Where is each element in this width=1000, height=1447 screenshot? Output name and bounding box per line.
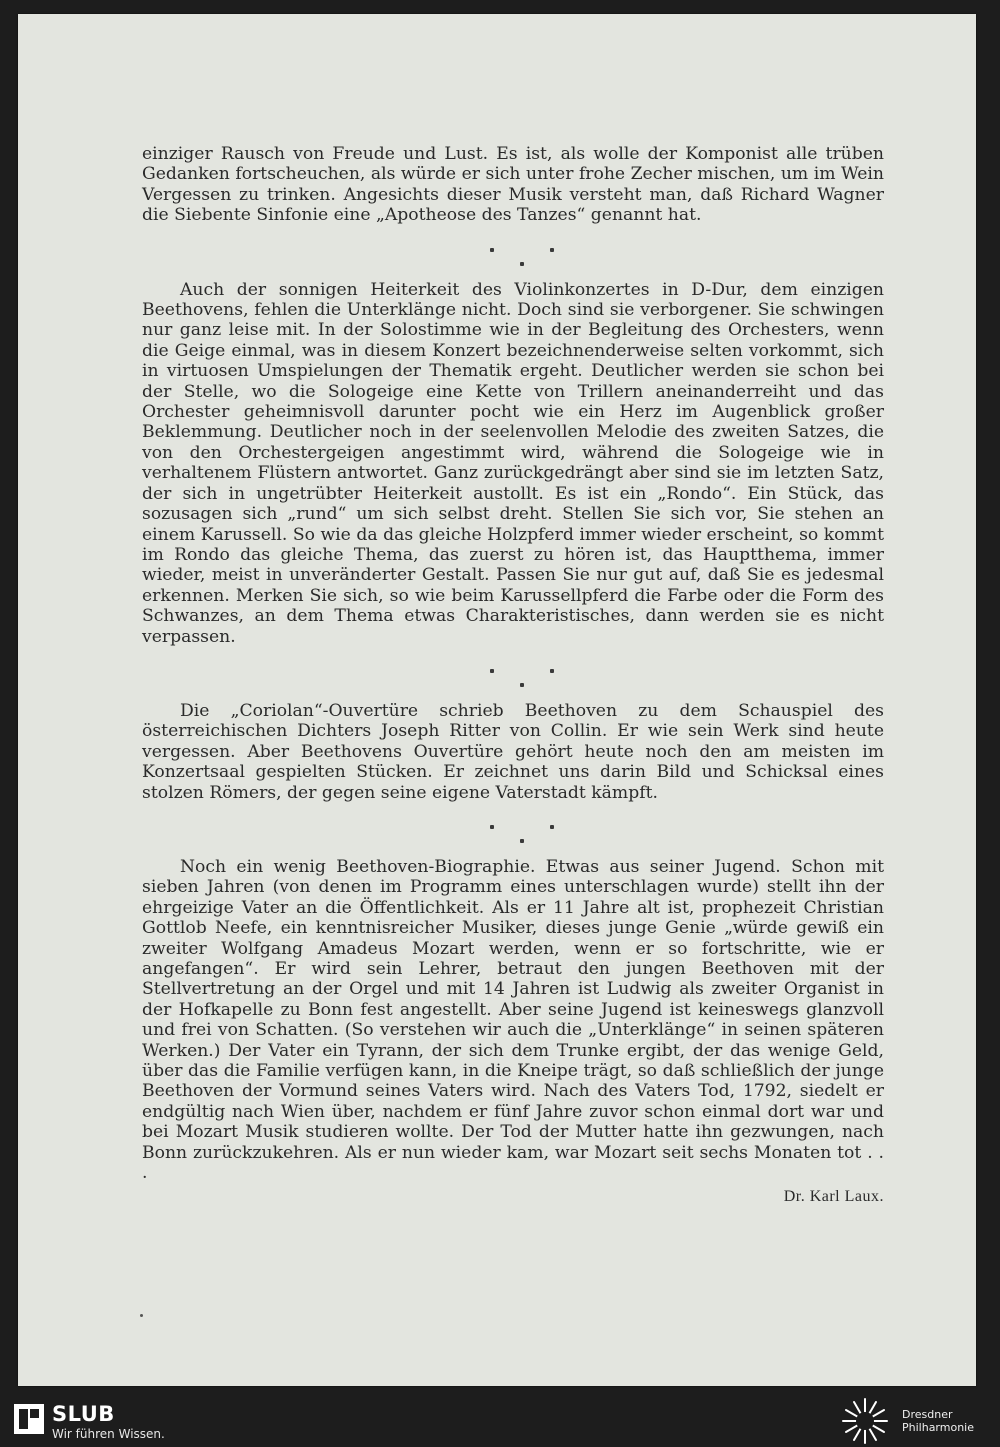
author-signature: Dr. Karl Laux. bbox=[783, 1188, 884, 1206]
slub-logo-icon bbox=[14, 1404, 44, 1434]
section-separator bbox=[142, 803, 884, 857]
paragraph-2: Auch der sonnigen Heiterkeit des Violinkonzertes in D-Dur, dem einzigen Beethovens, fehlen die Unterklänge nicht. Doch sind sie verborgener. Sie schwingen nur ganz leise mit. In der Solostimme wie in der Begleitung des Orchesters, wenn die Geige einmal, was in diesem Konzert bezeichnenderweise selten vorkommt, sich in virtuosen Umspielungen der Thematik ergeht. Deutlicher werden sie schon bei der Stelle, wo die Sologeige eine Kette von Trillern aneinanderreiht und das Orchester geheimnisvoll darunter pocht wie ein Herz im Augenblick großer Beklemmung. Deutlicher noch in der seelenvollen Melodie des zweiten Satzes, die von den Orchestergeigen angestimmt wird, während die Sologeige wie in verhaltenem Flüstern antwortet. Ganz zurückgedrängt aber sind sie im letzten Satz, der sich in ungetrübter Heiterkeit austollt. Es ist ein „Rondo“. Ein Stück, das sozusagen sich „rund“ um sich selbst dreht. Stellen Sie sich vor, Sie stehen an einem Karussell. So wie da das gleiche Holzpferd immer wieder erscheint, so kommt im Rondo das gleiche Thema, das zuerst zu hören ist, das Hauptthema, immer wieder, meist in unveränderter Gestalt. Passen Sie nur gut auf, daß Sie es jedesmal erkennen. Merken Sie sich, so wie beim Karussellpferd die Farbe oder die Form des Schwanzes, an dem Thema etwas Charakteristisches, dann werden sie es nicht verpassen. bbox=[142, 279, 884, 647]
partner-name bbox=[902, 1408, 974, 1434]
partner-name-line2: Philharmonie bbox=[902, 1421, 974, 1434]
paragraph-4: Noch ein wenig Beethoven-Biographie. Etwas aus seiner Jugend. Schon mit sieben Jahren (von denen im Programm eines unterschlagen wurde) stellt ihn der ehrgeizige Vater an die Öffentlichkeit. Als er 11 Jahre alt ist, prophezeit Christian Gottlob Neefe, ein kenntnisreicher Musiker, dieses junge Genie „würde gewiß ein zweiter Wolfgang Amadeus Mozart werden, wenn er so fortschritte, wie er angefangen“. Er wird sein Lehrer, betraut den jungen Beethoven mit der Stellvertretung an der Orgel und mit 14 Jahren ist Ludwig als zweiter Organist in der Hofkapelle zu Bonn fest angestellt. Aber seine Jugend ist keineswegs glanzvoll und frei von Schatten. (So verstehen wir auch die „Unterklänge“ in seinen späteren Werken.) Der Vater ein Tyrann, der sich dem Trunke ergibt, der das wenige Geld, über das die Familie verfügen kann, in die Kneipe trägt, so daß schließlich der junge Beethoven der Vormund seines Vaters wird. Nach des Vaters Tod, 1792, siedelt er endgültig nach Wien über, nachdem er fünf Jahre zuvor schon einmal dort war und bei Mozart Musik studieren wollte. Der Tod der Mutter hatte ihn gezwungen, nach Bonn zurückzukehren. Als er nun wieder kam, war Mozart seit sechs Monaten tot . . . bbox=[142, 856, 884, 1184]
paragraph-3: Die „Coriolan“-Ouvertüre schrieb Beethoven zu dem Schauspiel des österreichischen Dichters Joseph Ritter von Collin. Er wie sein Werk sind heute vergessen. Aber Beethovens Ouvertüre gehört heute noch den am meisten im Konzertsaal gespielten Stücken. Er zeichnet uns darin Bild und Schicksal eines stolzen Römers, der gegen seine eigene Vaterstadt kämpft. bbox=[142, 700, 884, 803]
philharmonie-logo-icon bbox=[840, 1396, 890, 1446]
article-body bbox=[142, 144, 884, 1208]
library-tagline: Wir führen Wissen. bbox=[52, 1427, 165, 1441]
viewer-footer bbox=[0, 1394, 1000, 1447]
paper-speck bbox=[140, 1314, 143, 1317]
section-separator bbox=[142, 647, 884, 701]
section-separator bbox=[142, 226, 884, 280]
library-name: SLUB bbox=[52, 1402, 115, 1426]
partner-name-line1: Dresdner bbox=[902, 1408, 953, 1421]
paragraph-1: einziger Rausch von Freude und Lust. Es ist, als wolle der Komponist alle trüben Gedanken fortscheuchen, als würde er sich unter frohe Zecher mischen, um im Wein Vergessen zu trinken. Angesichts dieser Musik versteht man, daß Richard Wagner die Siebente Sinfonie eine „Apotheose des Tanzes“ genannt hat. bbox=[142, 144, 884, 226]
